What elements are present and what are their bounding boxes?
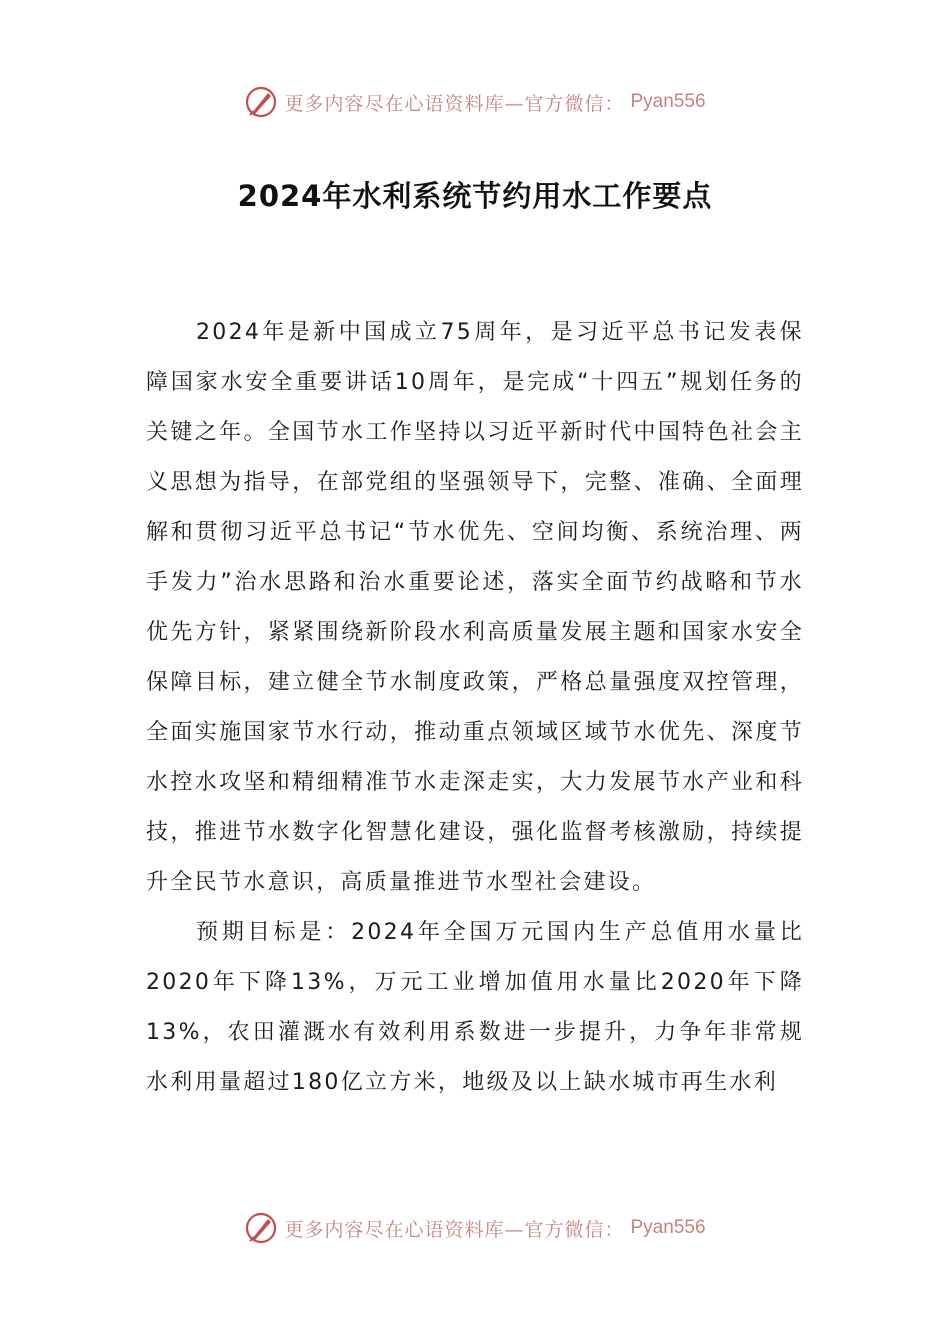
document-title: 2024年水利系统节约用水工作要点 — [237, 179, 713, 213]
quill-logo-icon — [244, 1211, 278, 1245]
paragraph: 2024年是新中国成立75周年，是习近平总书记发表保障国家水安全重要讲话10周年，是完成“十四五”规划任务的关键之年。全国节水工作坚持以习近平新时代中国特色社会主义思想为指导，在部党组的坚强领导下，完整、准确、全面理解和贯彻习近平总书记“节水优先、空间均衡、系统治理、两手发力”治水思路和治水重要论述，落实全面节约战略和节水优先方针，紧紧围绕新阶段水利高质量发展主题和国家水安全保障目标，建立健全节水制度政策，严格总量强度双控管理，全面实施国家节水行动，推动重点领域区域节水优先、深度节水控水攻坚和精细精准节水走深走实，大力发展节水产业和科技，推进节水数字化智慧化建设，强化监督考核激励，持续提升全民节水意识，高质量推进节水型社会建设。 — [146, 320, 804, 895]
watermark-wechat-id: Pyan556 — [630, 1217, 706, 1238]
paragraph: 预期目标是：2024年全国万元国内生产总值用水量比2020年下降13%，万元工业增加值用水量比2020年下降13%，农田灌溉水有效利用系数进一步提升，力争年非常规水利用量超过180亿立方米，地级及以上缺水城市再生水利 — [146, 920, 804, 1095]
quill-logo-icon — [244, 85, 278, 119]
watermark-wechat-id: Pyan556 — [630, 91, 706, 112]
header-watermark — [0, 82, 950, 122]
footer-watermark — [0, 1208, 950, 1248]
watermark-text: 更多内容尽在心语资料库—官方微信： — [284, 92, 625, 115]
watermark-text: 更多内容尽在心语资料库—官方微信： — [284, 1218, 625, 1241]
document-body — [146, 308, 804, 1108]
